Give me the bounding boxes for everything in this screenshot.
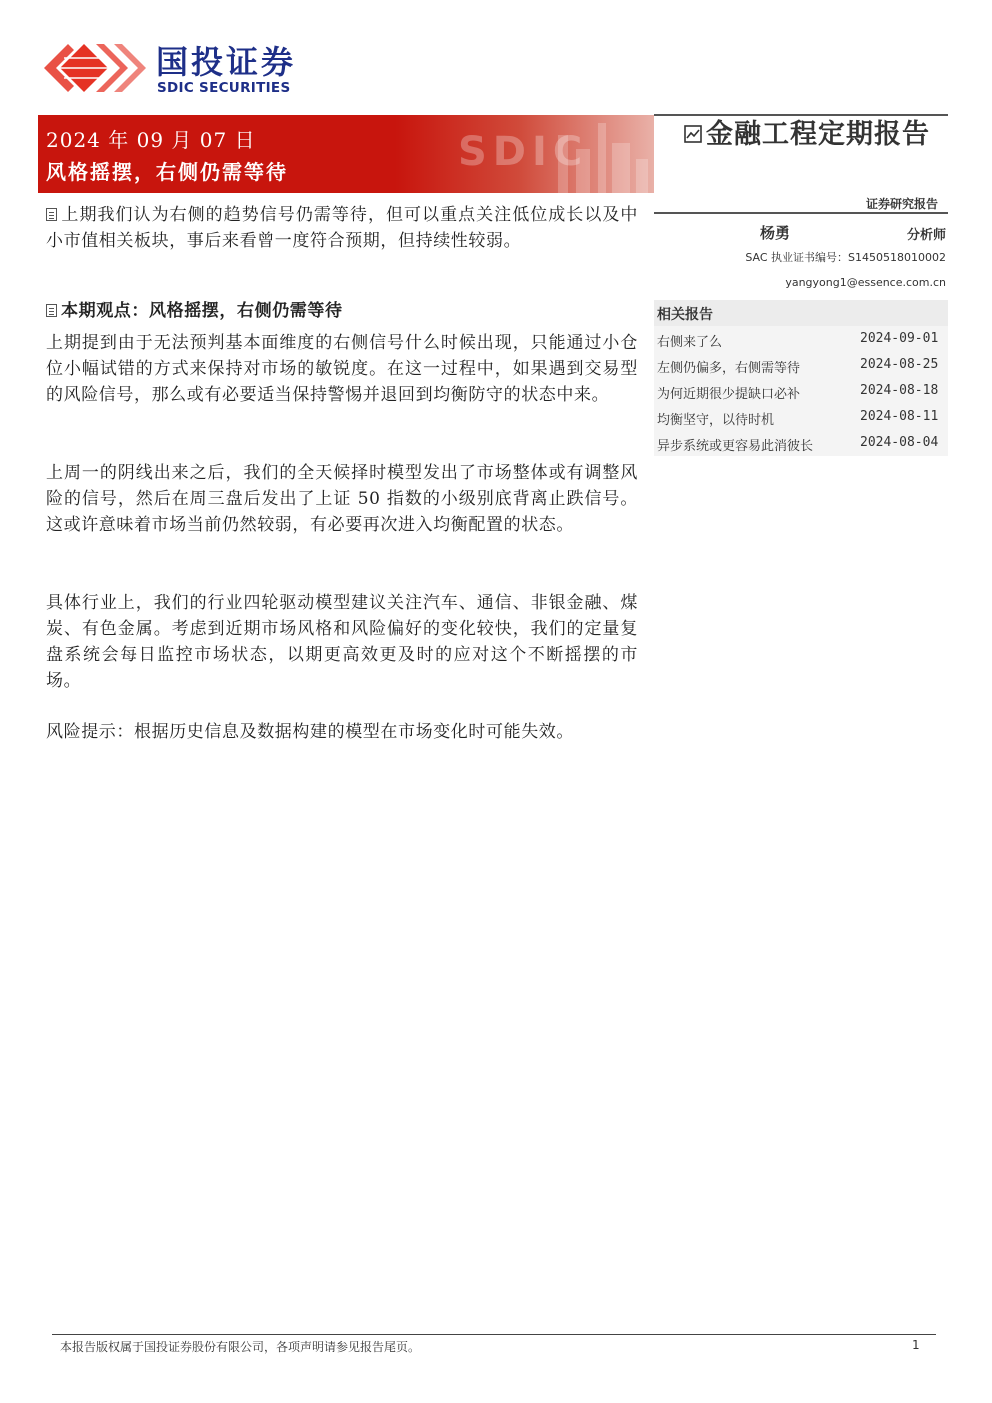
brand-logo-mark (44, 44, 150, 92)
analyst-name: 杨勇 (760, 224, 791, 242)
related-report-title: 为何近期很少提缺口必补 (657, 387, 801, 402)
footer-divider (52, 1334, 936, 1335)
list-item[interactable] (654, 430, 948, 456)
section-heading (46, 296, 343, 321)
body-paragraph: 具体行业上，我们的行业四轮驱动模型建议关注汽车、通信、非银金融、煤炭、有色金属。考虑到近期市场风格和风险偏好的变化较快，我们的定量复盘系统会每日监控市场状态，以期更高效更及时的应对这个不断摇摆的市场。 (46, 593, 638, 691)
intro-text: 上期我们认为右侧的趋势信号仍需等待，但可以重点关注低位成长以及中小市值相关板块，事后来看曾一度符合预期，但持续性较弱。 (46, 205, 638, 251)
skyline-decoration (598, 123, 606, 193)
footer-disclaimer: 本报告版权属于国投证券股份有限公司，各项声明请参见报告尾页。 (60, 1340, 421, 1354)
skyline-decoration (576, 149, 590, 193)
banner-watermark: SDIC (458, 129, 589, 175)
report-title: 风格摇摆，右侧仍需等待 (46, 160, 288, 184)
report-category: 证券研究报告 (865, 197, 938, 211)
skyline-decoration (558, 135, 568, 193)
related-report-date: 2024-08-25 (860, 357, 939, 372)
skyline-decoration (636, 159, 648, 193)
brand-name-cn: 国投证券 (156, 43, 297, 81)
risk-warning: 风险提示：根据历史信息及数据构建的模型在市场变化时可能失效。 (46, 722, 574, 742)
analyst-sac-number: SAC 执业证书编号：S1450518010002 (745, 251, 946, 264)
report-date: 2024 年 09 月 07 日 (46, 128, 256, 152)
related-report-title: 右侧来了么 (657, 335, 723, 350)
list-item[interactable] (654, 378, 948, 404)
body-paragraph: 上期提到由于无法预判基本面维度的右侧信号什么时候出现，只能通过小仓位小幅试错的方式来保持对市场的敏锐度。在这一过程中，如果遇到交易型的风险信号，那么或有必要适当保持警惕并退回到均衡防守的状态中来。 (46, 333, 638, 405)
related-report-date: 2024-08-11 (860, 409, 939, 424)
related-report-date: 2024-09-01 (860, 331, 939, 346)
related-reports-title: 相关报告 (657, 307, 713, 323)
brand-name-en: SDIC SECURITIES (157, 80, 291, 96)
page-number: 1 (912, 1338, 920, 1352)
related-reports-header (654, 300, 948, 326)
related-report-date: 2024-08-18 (860, 383, 939, 398)
analyst-email[interactable]: yangyong1@essence.com.cn (785, 276, 946, 289)
document-icon (46, 208, 57, 221)
related-report-date: 2024-08-04 (860, 435, 939, 450)
related-report-title: 左侧仍偏多，右侧需等待 (657, 361, 801, 376)
analyst-role: 分析师 (906, 228, 946, 243)
document-icon (46, 304, 57, 317)
list-item[interactable] (654, 404, 948, 430)
divider (654, 212, 948, 214)
chart-icon (684, 125, 702, 143)
report-type-header (684, 117, 946, 153)
report-type: 金融工程定期报告 (706, 119, 930, 150)
related-report-title: 均衡坚守，以待时机 (657, 413, 775, 428)
list-item[interactable] (654, 326, 948, 352)
intro-paragraph (46, 202, 638, 254)
skyline-decoration (612, 143, 630, 193)
section-title: 本期观点：风格摇摆，右侧仍需等待 (61, 301, 343, 321)
divider (654, 114, 948, 116)
body-paragraph: 上周一的阴线出来之后，我们的全天候择时模型发出了市场整体或有调整风险的信号，然后在周三盘后发出了上证 50 指数的小级别底背离止跌信号。这或许意味着市场当前仍然较弱，有必要再次进入均衡配置的状态。 (46, 463, 638, 535)
related-report-title: 异步系统或更容易此消彼长 (657, 439, 814, 454)
list-item[interactable] (654, 352, 948, 378)
related-reports-list (654, 326, 948, 456)
